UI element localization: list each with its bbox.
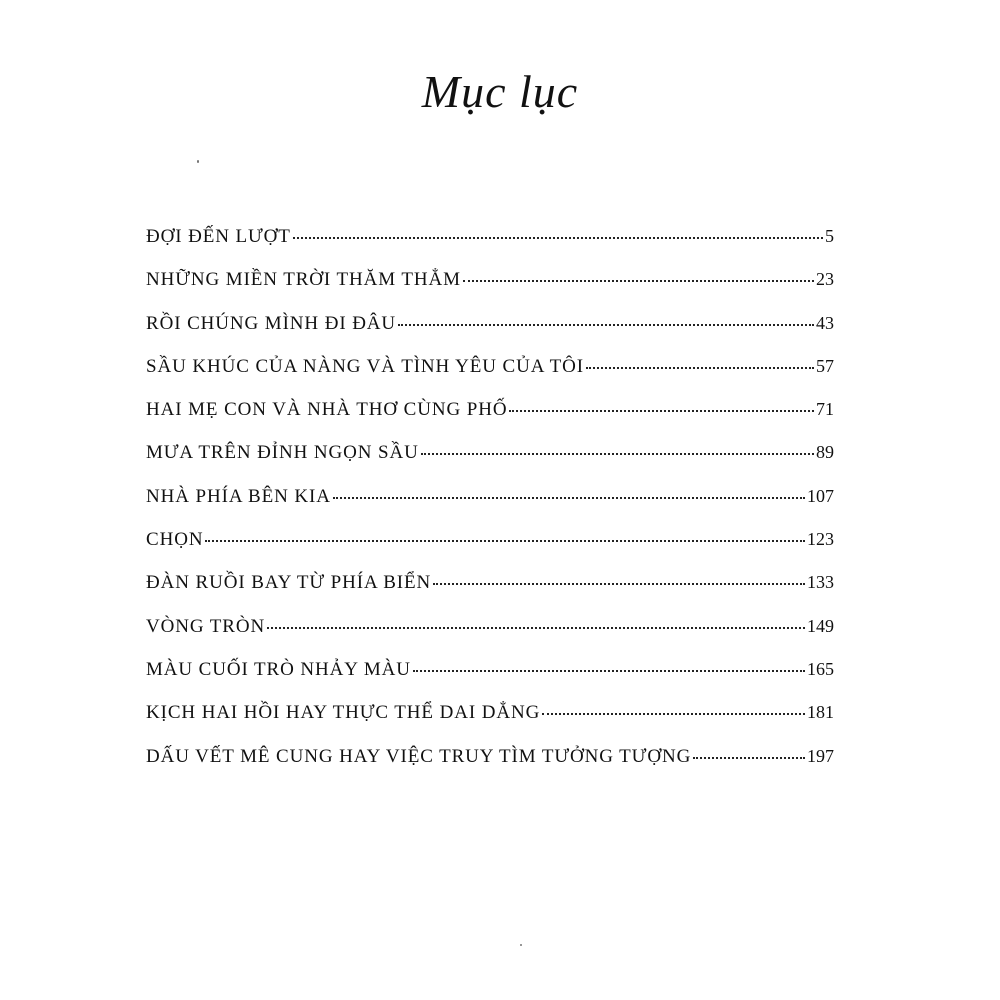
toc-entry[interactable] bbox=[146, 572, 834, 615]
page-title: Mục lục bbox=[421, 66, 579, 117]
toc-entry[interactable] bbox=[146, 356, 834, 399]
toc-leader-dots bbox=[509, 410, 814, 412]
toc-entry-title: MƯA TRÊN ĐỈNH NGỌN SẦU bbox=[146, 442, 419, 464]
toc-entry-title: RỒI CHÚNG MÌNH ĐI ĐÂU bbox=[146, 312, 397, 334]
toc-entry[interactable] bbox=[146, 659, 834, 702]
toc-entry-page: 123 bbox=[807, 529, 834, 550]
toc-entry[interactable] bbox=[146, 442, 834, 485]
toc-entry[interactable] bbox=[146, 746, 834, 789]
toc-leader-dots bbox=[586, 367, 814, 369]
toc-entry-page: 133 bbox=[807, 572, 834, 593]
toc-leader-dots bbox=[693, 757, 805, 759]
toc-leader-dots bbox=[205, 540, 805, 542]
toc-entry-page: 23 bbox=[816, 269, 834, 290]
toc-entry-page: 57 bbox=[816, 355, 834, 376]
toc-leader-dots bbox=[421, 453, 814, 455]
toc-entry-page: 89 bbox=[816, 442, 834, 463]
toc-entry-page: 149 bbox=[807, 615, 834, 636]
table-of-contents bbox=[146, 226, 834, 789]
toc-entry-page: 197 bbox=[807, 745, 834, 766]
toc-entry[interactable] bbox=[146, 226, 834, 269]
toc-entry[interactable] bbox=[146, 486, 834, 529]
toc-leader-dots bbox=[267, 627, 805, 629]
toc-leader-dots bbox=[433, 583, 805, 585]
toc-entry-title: ĐÀN RUỒI BAY TỪ PHÍA BIỂN bbox=[146, 572, 432, 594]
toc-leader-dots bbox=[463, 280, 814, 282]
toc-entry-title: ĐỢI ĐẾN LƯỢT bbox=[146, 226, 291, 247]
toc-entry-title: KỊCH HAI HỒI HAY THỰC THỂ DAI DẲNG bbox=[146, 702, 541, 724]
toc-leader-dots bbox=[398, 324, 814, 326]
toc-entry[interactable] bbox=[146, 616, 834, 659]
toc-entry-title: NHÀ PHÍA BÊN KIA bbox=[146, 485, 331, 507]
toc-entry-title: HAI MẸ CON VÀ NHÀ THƠ CÙNG PHỐ bbox=[146, 399, 508, 421]
toc-leader-dots bbox=[413, 670, 805, 672]
paper-speck bbox=[197, 160, 199, 163]
toc-entry-page: 5 bbox=[825, 226, 834, 246]
toc-entry-page: 107 bbox=[807, 485, 834, 506]
toc-leader-dots bbox=[293, 237, 823, 239]
toc-entry-title: VÒNG TRÒN bbox=[146, 615, 266, 637]
toc-entry-title: DẤU VẾT MÊ CUNG HAY VIỆC TRUY TÌM TƯỞNG TƯỢNG bbox=[146, 745, 692, 767]
toc-entry[interactable] bbox=[146, 529, 834, 572]
toc-entry-title: CHỌN bbox=[146, 529, 204, 551]
toc-entry-title: MÀU CUỐI TRÒ NHẢY MÀU bbox=[146, 658, 411, 680]
toc-entry-page: 43 bbox=[816, 312, 834, 333]
toc-entry-page: 165 bbox=[807, 658, 834, 679]
toc-entry[interactable] bbox=[146, 399, 834, 442]
toc-entry-title: SẦU KHÚC CỦA NÀNG VÀ TÌNH YÊU CỦA TÔI bbox=[146, 355, 584, 377]
toc-entry-page: 71 bbox=[816, 399, 834, 420]
paper-speck bbox=[520, 944, 522, 946]
toc-leader-dots bbox=[542, 713, 805, 715]
toc-entry[interactable] bbox=[146, 313, 834, 356]
toc-entry-page: 181 bbox=[807, 702, 834, 723]
toc-entry[interactable] bbox=[146, 702, 834, 745]
toc-entry[interactable] bbox=[146, 269, 834, 312]
toc-entry-title: NHỮNG MIỀN TRỜI THĂM THẲM bbox=[146, 269, 461, 291]
toc-leader-dots bbox=[333, 497, 805, 499]
